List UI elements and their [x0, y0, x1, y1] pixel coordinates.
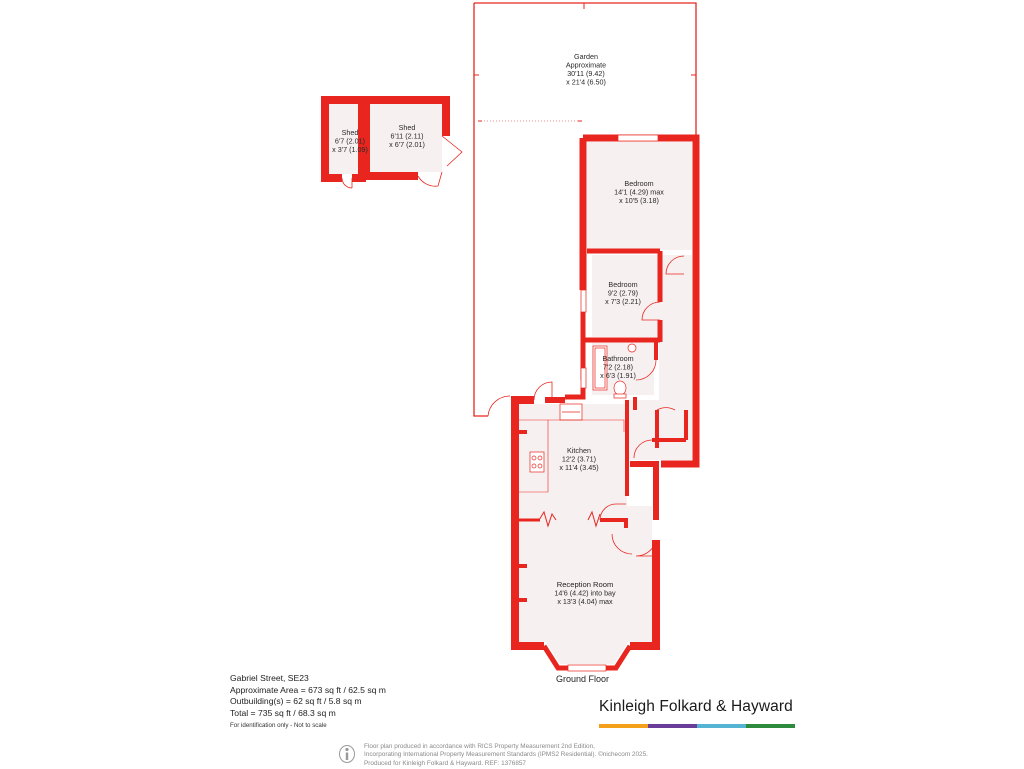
svg-text:9'2 (2.79): 9'2 (2.79) — [607, 288, 639, 298]
svg-text:Bedroom: Bedroom — [624, 179, 654, 188]
total-area: Total = 735 sq ft / 68.3 sq m — [230, 707, 336, 718]
svg-text:Bathroom: Bathroom — [602, 354, 634, 363]
footer-line-2: Incorporating International Property Measurement Standards (IPMS2 Residential). ©nichecom 2025. — [364, 751, 648, 759]
svg-text:x 6'7 (2.01): x 6'7 (2.01) — [389, 140, 425, 149]
svg-text:x 10'5 (3.18): x 10'5 (3.18) — [619, 196, 659, 205]
svg-text:Garden: Garden — [574, 52, 598, 61]
disclaimer: For identification only - Not to scale — [230, 722, 327, 729]
bathroom-label — [600, 354, 636, 380]
property-info — [230, 673, 386, 729]
property-address: Gabriel Street, SE23 — [230, 673, 309, 683]
svg-text:Approximate: Approximate — [565, 60, 607, 70]
svg-text:14'1 (4.29) max: 14'1 (4.29) max — [614, 187, 664, 197]
svg-text:x 13'3 (4.04) max: x 13'3 (4.04) max — [557, 597, 613, 606]
reception-room-label — [554, 580, 616, 606]
svg-text:Reception Room: Reception Room — [556, 580, 614, 589]
footer-line-3: Produced for Kinleigh Folkard & Hayward. REF: 1376857 — [364, 759, 526, 767]
svg-text:x 11'4 (3.45): x 11'4 (3.45) — [559, 463, 599, 472]
svg-text:Shed: Shed — [398, 123, 416, 132]
brand-name: Kinleigh Folkard & Hayward — [599, 698, 793, 715]
svg-text:x 21'4 (6.50): x 21'4 (6.50) — [566, 77, 606, 87]
svg-text:Kitchen: Kitchen — [567, 446, 591, 455]
brand-color-bar — [599, 724, 795, 728]
outbuildings-area: Outbuilding(s) = 62 sq ft / 5.8 sq m — [230, 696, 362, 706]
floor-label: Ground Floor — [556, 674, 610, 684]
svg-text:x 7'3 (2.21): x 7'3 (2.21) — [605, 297, 641, 306]
svg-text:Shed: Shed — [341, 128, 359, 137]
bedroom-2-label — [605, 280, 641, 306]
svg-text:x 3'7 (1.09): x 3'7 (1.09) — [332, 145, 368, 154]
svg-text:14'6 (4.42) into bay: 14'6 (4.42) into bay — [554, 588, 616, 598]
approximate-area: Approximate Area = 673 sq ft / 62.5 sq m — [230, 684, 386, 695]
svg-text:Bedroom: Bedroom — [608, 280, 638, 289]
footer — [338, 743, 698, 769]
brand-bar-green — [746, 724, 795, 728]
svg-text:30'11 (9.42): 30'11 (9.42) — [567, 69, 605, 78]
footer-line-1: Floor plan produced in accordance with RICS Property Measurement 2nd Edition, — [364, 743, 595, 750]
svg-text:6'7 (2.01): 6'7 (2.01) — [334, 136, 366, 146]
brand-bar-purple — [648, 724, 697, 728]
svg-text:x 6'3 (1.91): x 6'3 (1.91) — [600, 371, 636, 380]
svg-text:12'2 (3.71): 12'2 (3.71) — [561, 454, 597, 464]
brand-bar-blue — [697, 724, 746, 728]
svg-text:6'11 (2.11): 6'11 (2.11) — [390, 131, 424, 141]
footer-text — [364, 743, 648, 768]
garden-label — [566, 52, 606, 87]
brand-bar-orange — [599, 724, 648, 728]
info-icon — [338, 744, 356, 764]
svg-text:7'2 (2.18): 7'2 (2.18) — [602, 362, 634, 372]
